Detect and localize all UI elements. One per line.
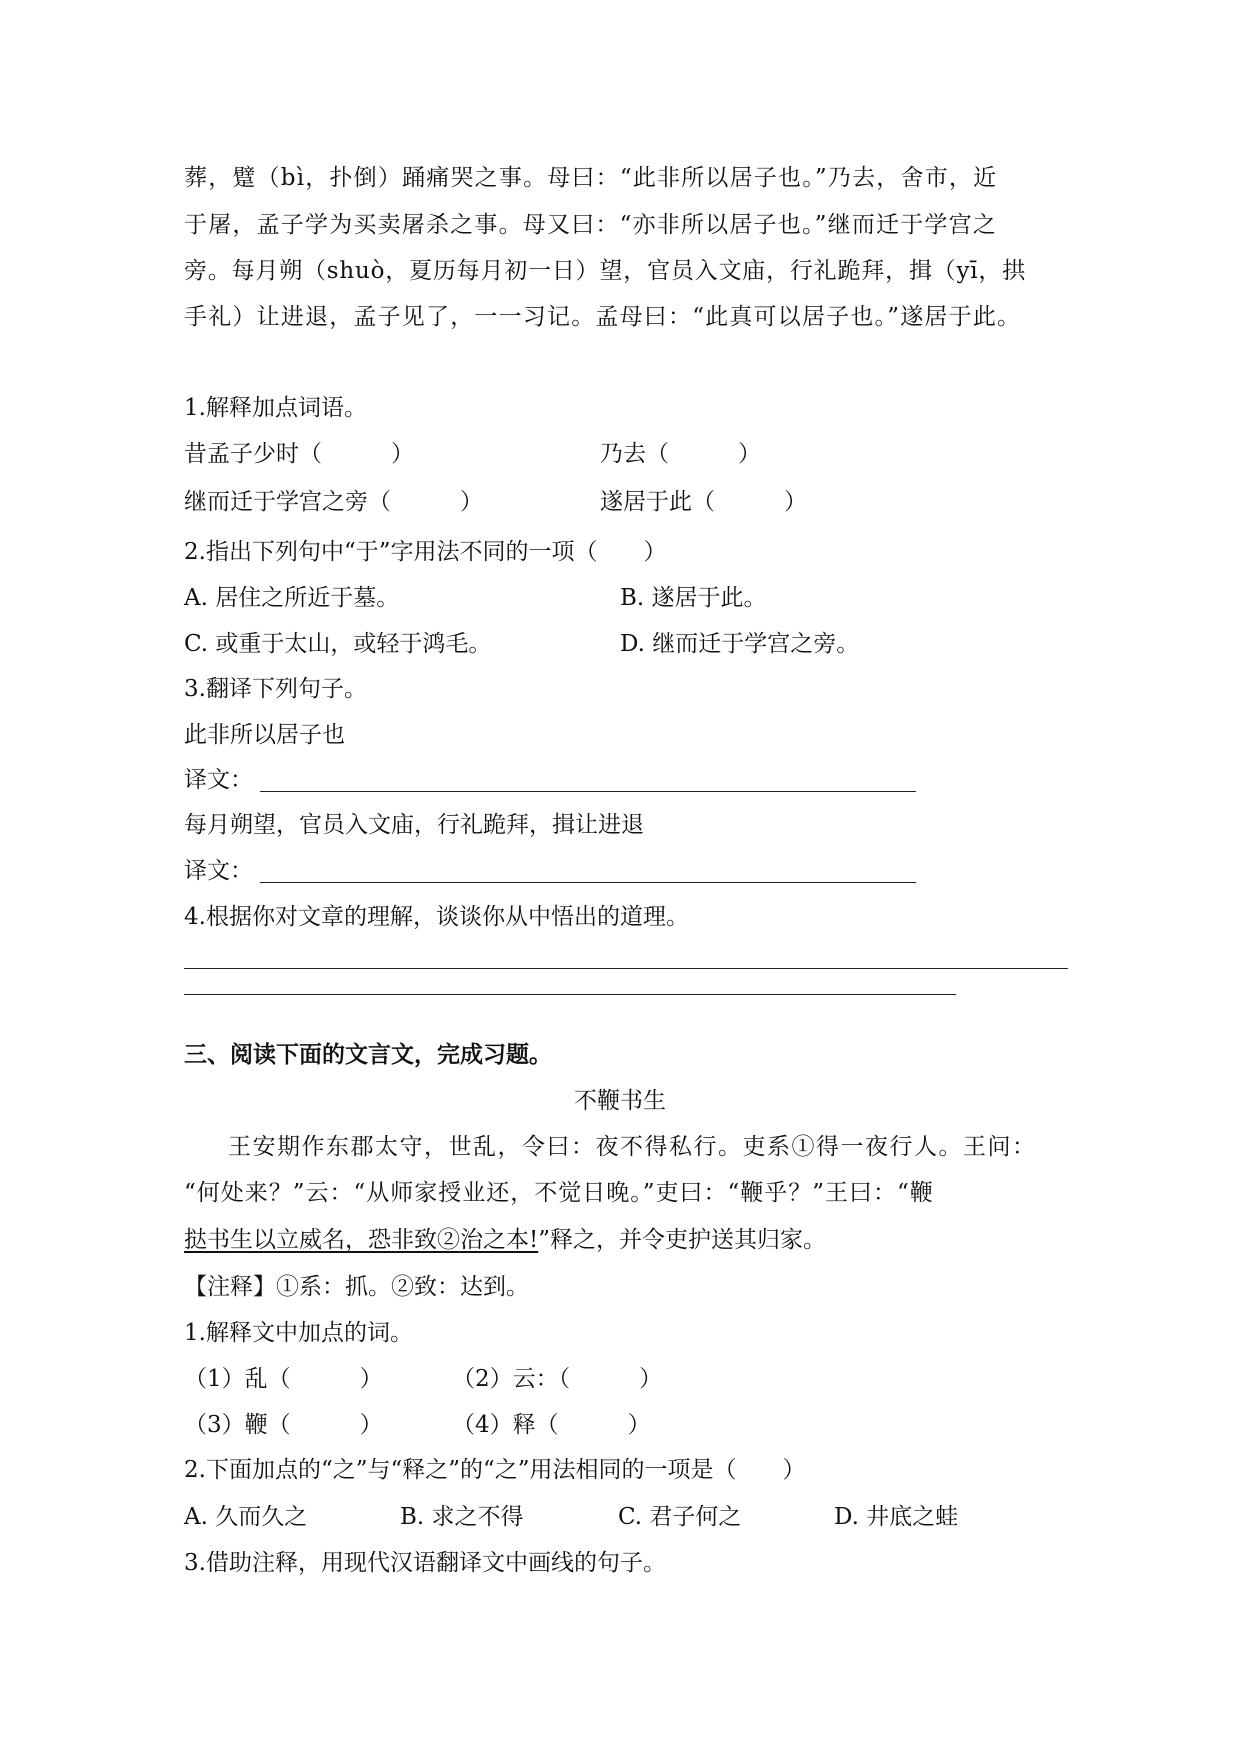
passage-title: 不鞭书生 [574,1088,666,1114]
q3-sentence-2: 每月朔望，官员入文庙，行礼跪拜，揖让进退 [184,812,644,838]
q3-translation-label-1: 译文： [184,767,253,793]
passage-line-3: 旁。每月朔（shuò，夏历每月初一日）望，官员入文庙，行礼跪拜，揖（yī，拱 [184,258,1027,284]
q2-option-c: C. 或重于太山，或轻于鸿毛。 [184,631,492,657]
s3-question-1-title: 1.解释文中加点的词。 [184,1320,413,1346]
q1-item-2: 乃去（ ） [600,441,761,467]
question-1-title: 1.解释加点词语。 [184,395,367,421]
question-2-title: 2.指出下列句中“于”字用法不同的一项（ ） [184,539,667,565]
s3-question-3-title: 3.借助注释，用现代汉语翻译文中画线的句子。 [184,1550,666,1576]
q1-item-1: 昔孟子少时（ ） [184,441,414,467]
s3-question-2-title: 2.下面加点的“之”与“释之”的“之”用法相同的一项是（ ） [184,1457,806,1483]
s3q2-option-d: D. 井底之蛙 [834,1504,959,1530]
s3q1-item-3: （3）鞭（ ） [184,1412,383,1438]
q2-option-a: A. 居住之所近于墓。 [184,585,400,611]
section-3-heading: 三、阅读下面的文言文，完成习题。 [184,1041,552,1068]
s3q1-item-4: （4）释（ ） [452,1412,651,1438]
passage-line-4: 手礼）让进退，孟子见了，一一习记。孟母曰：“此真可以居子也。”遂居于此。 [184,304,1022,330]
translation-answer-line-2[interactable] [260,882,916,883]
passage2-line-2: “何处来？”云：“从师家授业还，不觉日晚。”吏曰：“鞭乎？”王曰：“鞭 [184,1180,934,1206]
underlined-sentence: 挞书生以立威名，恐非致②治之本! [184,1227,539,1253]
s3q2-option-b: B. 求之不得 [400,1504,524,1530]
s3q2-option-a: A. 久而久之 [184,1504,308,1530]
passage2-line-3-rest: ”释之，并令吏护送其归家。 [538,1227,827,1253]
s3q1-item-1: （1）乱（ ） [184,1366,383,1392]
annotation-note: 【注释】①系：抓。②致：达到。 [184,1274,529,1300]
s3q1-item-2: （2）云：（ ） [452,1366,663,1392]
q1-item-3: 继而迁于学宫之旁（ ） [184,489,483,515]
passage2-line-3 [184,1225,826,1255]
passage-line-2: 于屠，孟子学为买卖屠杀之事。母又曰：“亦非所以居子也。”继而迁于学宫之 [184,212,998,238]
s3q2-option-c: C. 君子何之 [618,1504,742,1530]
passage2-line-1: 王安期作东郡太守，世乱，令曰：夜不得私行。吏系①得一夜行人。王问： [228,1134,1037,1160]
q2-option-d: D. 继而迁于学宫之旁。 [620,631,860,657]
q1-item-4: 遂居于此（ ） [600,489,807,515]
translation-answer-line-1[interactable] [260,791,916,792]
answer-line-2[interactable] [184,994,956,995]
question-4-title: 4.根据你对文章的理解，谈谈你从中悟出的道理。 [184,904,689,930]
q3-translation-label-2: 译文： [184,858,253,884]
q2-option-b: B. 遂居于此。 [620,585,767,611]
question-3-title: 3.翻译下列句子。 [184,676,367,702]
answer-line-1[interactable] [184,968,1068,969]
passage-line-1: 葬，躄（bì，扑倒）踊痛哭之事。母曰：“此非所以居子也。”乃去，舍市，近 [184,165,998,191]
q3-sentence-1: 此非所以居子也 [184,722,345,748]
